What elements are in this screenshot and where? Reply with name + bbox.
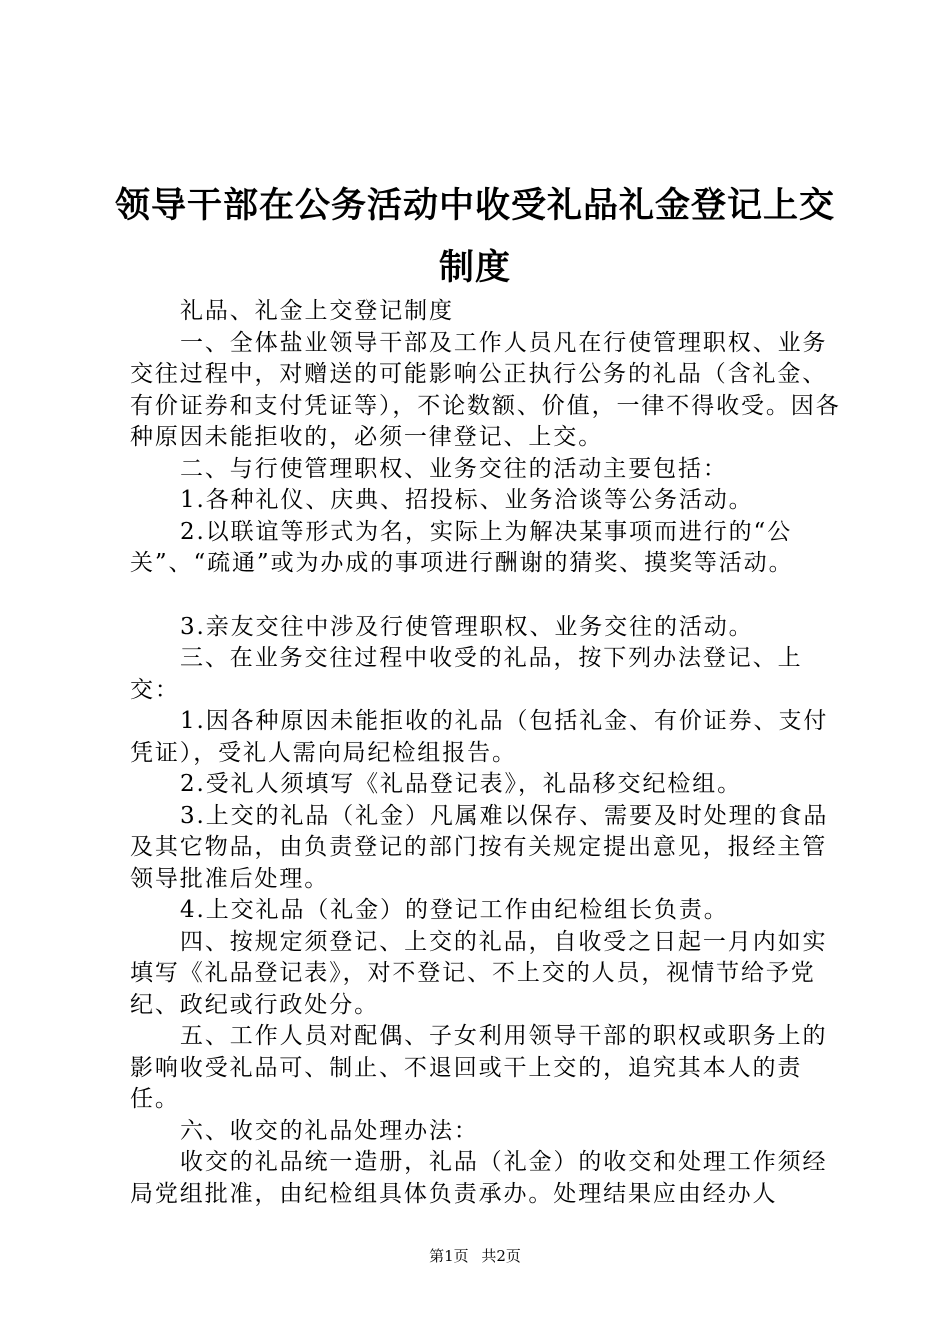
paragraph: 一、全体盐业领导干部及工作人员凡在行使管理职权、业务交往过程中，对赠送的可能影响公正执行公务的礼品（含礼金、有价证券和支付凭证等），不论数额、价值，一律不得收受。因各种原因未能拒收的，必须一律登记、上交。: [130, 329, 841, 450]
document-title-line-2: 制度: [438, 248, 511, 288]
page-footer: [0, 1245, 950, 1266]
page-number-current: 第1页: [429, 1247, 469, 1265]
paragraph: 3.亲友交往中涉及行使管理职权、业务交往的活动。: [180, 613, 754, 640]
paragraph: 1.因各种原因未能拒收的礼品（包括礼金、有价证券、支付凭证），受礼人需向局纪检组报告。: [130, 708, 829, 766]
paragraph: 2.以联谊等形式为名，实际上为解决某事项而进行的“公关”、“疏通”或为办成的事项进行酬谢的猜奖、摸奖等活动。: [130, 518, 794, 576]
page-number-total: 共2页: [481, 1247, 521, 1265]
paragraph: 4.上交礼品（礼金）的登记工作由纪检组长负责。: [180, 897, 729, 923]
document-title-line-1: 领导干部在公务活动中收受礼品礼金登记上交: [114, 186, 835, 226]
paragraph: 六、收交的礼品处理办法：: [180, 1117, 479, 1144]
document-body: [130, 296, 850, 1210]
paragraph: 五、工作人员对配偶、子女利用领导干部的职权或职务上的影响收受礼品可、制止、不退回或干上交的，追究其本人的责任。: [130, 1023, 828, 1112]
paragraph: 1.各种礼仪、庆典、招投标、业务洽谈等公务活动。: [180, 487, 754, 513]
paragraph: 四、按规定须登记、上交的礼品，自收受之日起一月内如实填写《礼品登记表》，对不登记、不上交的人员，视情节给予党纪、政纪或行政处分。: [130, 928, 828, 1018]
paragraph-gap: [130, 580, 850, 612]
paragraph: 二、与行使管理职权、业务交往的活动主要包括：: [180, 455, 728, 482]
paragraph: 三、在业务交往过程中收受的礼品，按下列办法登记、上交：: [130, 645, 803, 703]
paragraph: 2.受礼人须填写《礼品登记表》，礼品移交纪检组。: [180, 771, 743, 797]
paragraph: 收交的礼品统一造册，礼品（礼金）的收交和处理工作须经局党组批准，由纪检组具体负责承办。处理结果应由经办人: [130, 1149, 828, 1207]
paragraph: 礼品、礼金上交登记制度: [180, 298, 454, 324]
paragraph: 3.上交的礼品（礼金）凡属难以保存、需要及时处理的食品及其它物品，由负责登记的部门按有关规定提出意见，报经主管领导批准后处理。: [130, 802, 829, 892]
